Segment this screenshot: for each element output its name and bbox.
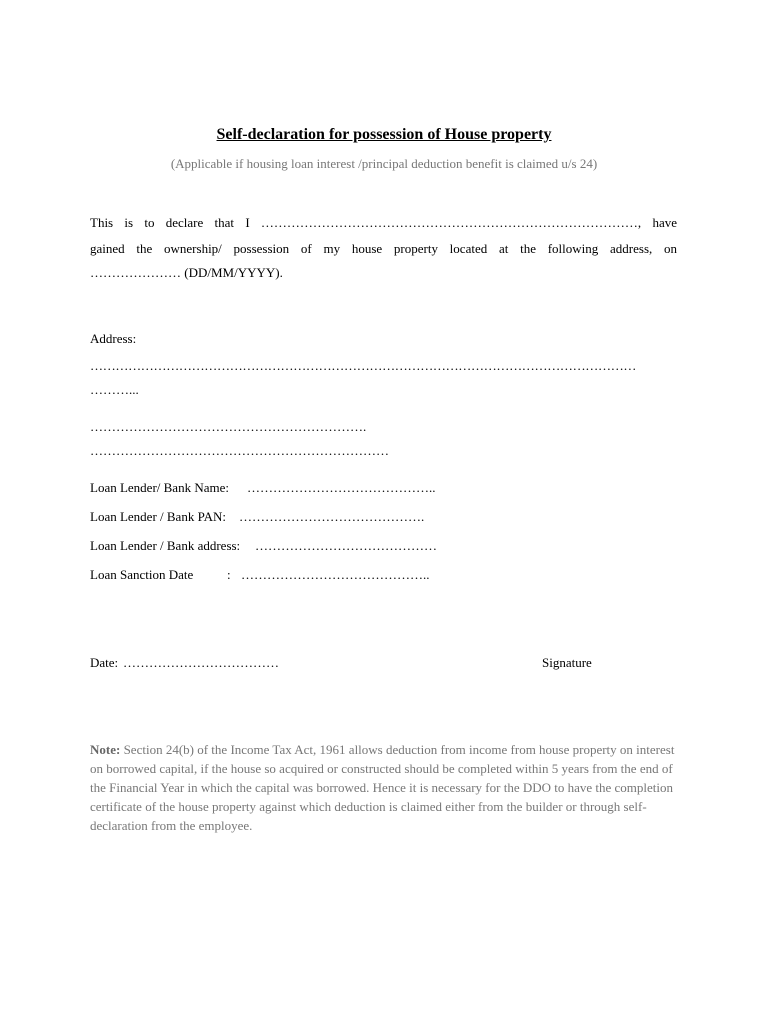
bank-name-value: ……………………………………..	[247, 480, 436, 495]
address-label: Address:	[90, 331, 137, 346]
declaration-line-1: This is to declare that I ……………………………………………………………………………, have	[90, 215, 677, 230]
date-label: Date:	[90, 655, 119, 670]
note-text: Section 24(b) of the Income Tax Act, 1961 allows deduction from income from house property on interest on borrowed capital, if the house so acquired or constructed should be completed within 5 years from the end of the Financial Year in which the capital was borrowed. Hence it is necessary for the DDO to have the completion certificate of the house property against which deduction is claimed either from the builder or through self-declaration from the employee.	[90, 742, 675, 833]
note-paragraph	[90, 740, 680, 835]
sanction-date-value: ……………………………………..	[241, 567, 430, 582]
declaration-line-3: ………………… (DD/MM/YYYY).	[90, 265, 283, 280]
address-line-1: …………………………………………………………………………………………………………………	[90, 358, 637, 373]
note-label: Note:	[90, 742, 121, 757]
address-line-2: ………...	[90, 382, 139, 397]
bank-address-value: ……………………………………	[255, 538, 437, 553]
bank-name-label: Loan Lender/ Bank Name:	[90, 480, 229, 495]
sanction-date-separator: :	[227, 567, 231, 582]
signature-label: Signature	[542, 655, 592, 670]
bank-address-label: Loan Lender / Bank address:	[90, 538, 241, 553]
document-title: Self-declaration for possession of House property	[216, 126, 552, 143]
date-value: ………………………………	[123, 655, 279, 670]
document-subtitle: (Applicable if housing loan interest /principal deduction benefit is claimed u/s 24)	[170, 156, 598, 171]
bank-pan-value: …………………………………….	[239, 509, 425, 524]
address-line-3: ……………………………………………………….	[90, 419, 367, 434]
sanction-date-label: Loan Sanction Date	[90, 567, 194, 582]
bank-pan-label: Loan Lender / Bank PAN:	[90, 509, 226, 524]
declaration-line-2: gained the ownership/ possession of my house property located at the following address, on	[90, 241, 677, 256]
address-line-4: ……………………………………………………………	[90, 443, 389, 458]
